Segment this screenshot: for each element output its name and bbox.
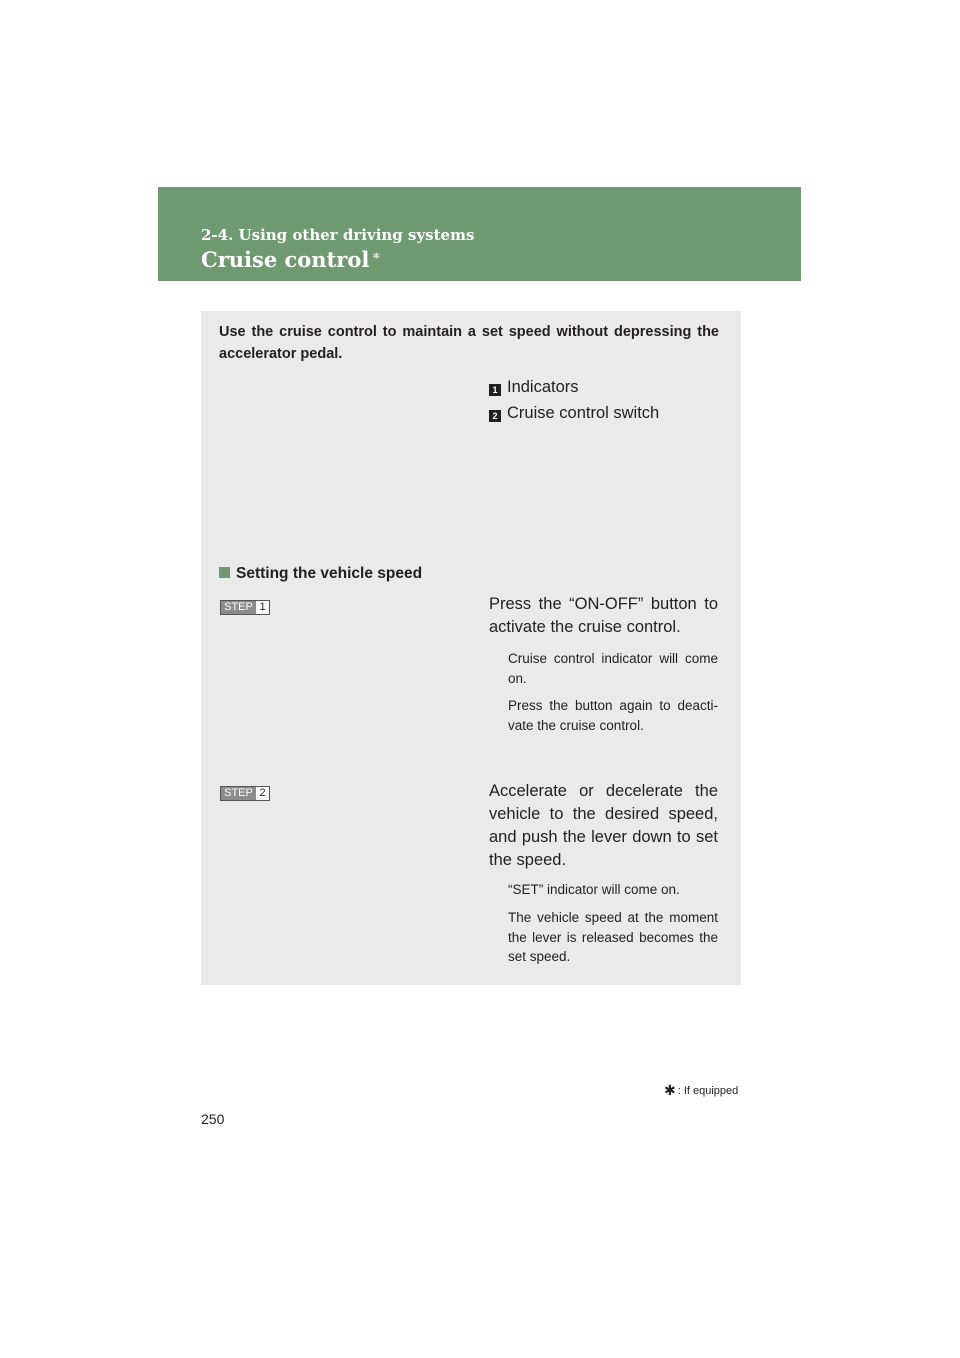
legend-item-cruise-switch <box>489 404 659 423</box>
callout-number-2: 2 <box>489 410 501 422</box>
footnote <box>664 1082 738 1099</box>
footnote-text: : If equipped <box>677 1085 739 1097</box>
step-number: 1 <box>259 601 266 613</box>
page-title-text: Cruise control <box>201 247 370 272</box>
step-2-note-2: The vehicle speed at the moment the lever is released becomes the set speed. <box>508 910 718 964</box>
section-label: 2-4. Using other driving systems <box>201 226 475 244</box>
content-panel <box>201 311 741 985</box>
callout-number-1: 1 <box>489 384 501 396</box>
legend-label: Indicators <box>507 378 579 396</box>
subsection-heading-text: Setting the vehicle speed <box>236 565 423 582</box>
step-2-badge <box>220 786 270 801</box>
legend-label: Cruise control switch <box>507 404 660 422</box>
section-header <box>158 187 801 281</box>
step-word: STEP <box>221 601 256 614</box>
step-1-badge <box>220 600 270 615</box>
step-2-note-1: “SET” indicator will come on. <box>508 882 680 897</box>
square-bullet-icon <box>219 567 230 578</box>
equipment-mark: ∗ <box>371 248 381 264</box>
step-1-instruction: Press the “ON-OFF” button to activate the cruise control. <box>489 595 718 636</box>
legend-item-indicators <box>489 378 579 397</box>
step-2-instruction: Accelerate or decelerate the vehicle to the desired speed, and push the lever down to set the speed. <box>489 782 718 869</box>
page-title <box>201 247 381 272</box>
intro-text: Use the cruise control to maintain a set speed without depressing the accelerator pedal. <box>219 324 719 362</box>
asterisk-icon: ✱ <box>664 1082 676 1098</box>
step-word: STEP <box>221 787 256 800</box>
step-number: 2 <box>259 787 266 799</box>
subsection-heading <box>219 565 422 583</box>
step-1-note-2: Press the button again to deacti- vate the cruise control. <box>508 698 718 733</box>
step-1-note-1: Cruise control indicator will come on. <box>508 651 718 686</box>
page-number: 250 <box>201 1111 225 1127</box>
